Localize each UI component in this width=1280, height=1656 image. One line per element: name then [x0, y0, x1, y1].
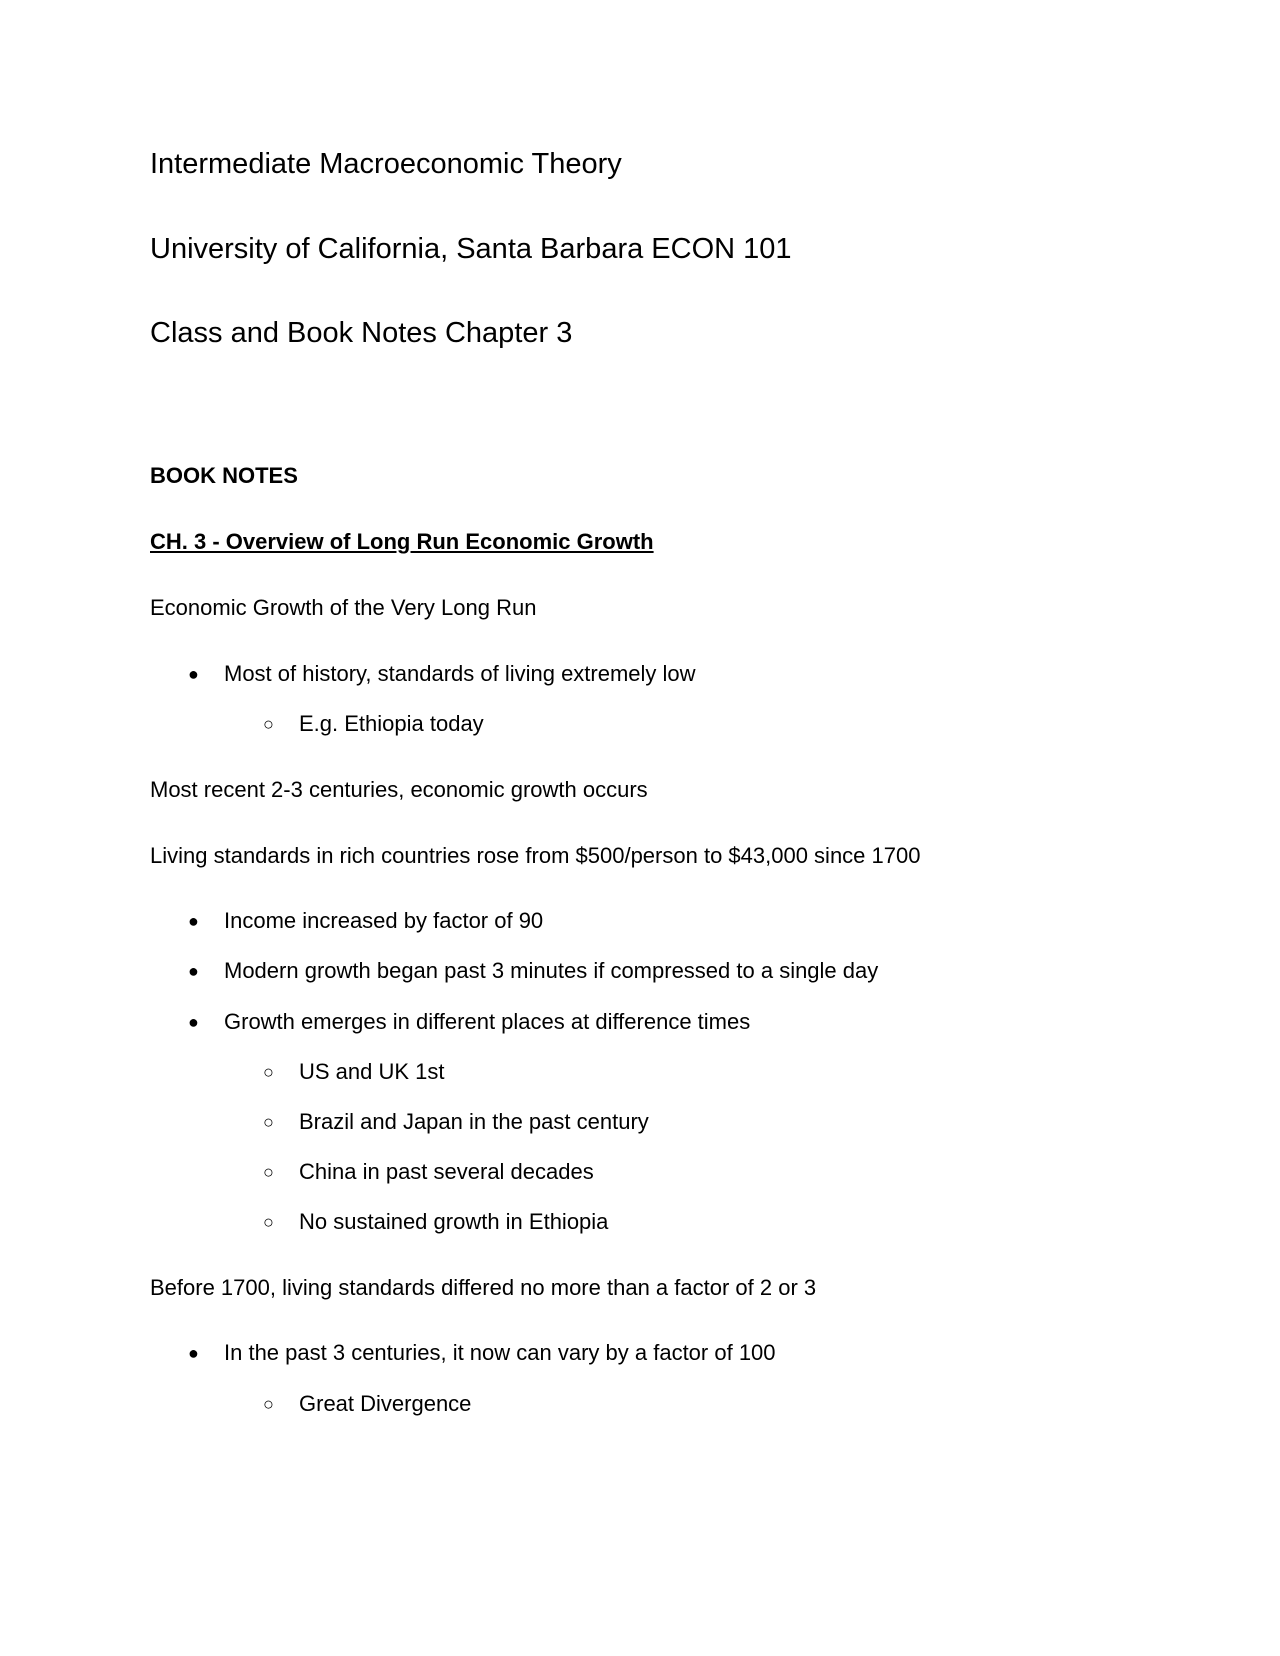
bullet-icon: ● [188, 1012, 199, 1032]
list-item-text: Income increased by factor of 90 [224, 908, 544, 933]
list-item [0, 910, 1280, 936]
sub-list-item [0, 1111, 1280, 1137]
list-item [0, 1342, 1280, 1368]
bullet-icon: ● [188, 1343, 199, 1363]
list-item-text: Modern growth began past 3 minutes if compressed to a single day [224, 958, 879, 983]
sub-list-item-text: No sustained growth in Ethiopia [299, 1209, 609, 1234]
paragraph: Economic Growth of the Very Long Run [150, 595, 537, 620]
bullet-icon: ● [188, 664, 199, 684]
sub-list-item [0, 1393, 1280, 1419]
bullet-icon: ● [188, 911, 199, 931]
list-item [0, 960, 1280, 986]
sub-list-item [0, 713, 1280, 739]
notes-title: Class and Book Notes Chapter 3 [150, 317, 573, 349]
sub-list-item-text: Great Divergence [299, 1391, 472, 1416]
list-item [0, 1011, 1280, 1037]
paragraph: Before 1700, living standards differed no more than a factor of 2 or 3 [150, 1275, 817, 1300]
sub-list-item [0, 1161, 1280, 1187]
list-item-text: In the past 3 centuries, it now can vary by a factor of 100 [224, 1340, 776, 1365]
sub-list-item-text: US and UK 1st [299, 1059, 445, 1084]
hollow-bullet-icon: ○ [263, 1062, 274, 1082]
hollow-bullet-icon: ○ [263, 1112, 274, 1132]
sub-list-item [0, 1061, 1280, 1087]
sub-list-item-text: Brazil and Japan in the past century [299, 1109, 649, 1134]
section-heading: BOOK NOTES [150, 463, 298, 488]
bullet-icon: ● [188, 961, 199, 981]
course-title: University of California, Santa Barbara ECON 101 [150, 233, 792, 265]
list-item-text: Most of history, standards of living extremely low [224, 661, 696, 686]
sub-list-item [0, 1211, 1280, 1237]
hollow-bullet-icon: ○ [263, 1394, 274, 1414]
paragraph: Living standards in rich countries rose from $500/person to $43,000 since 1700 [150, 843, 921, 868]
list-item-text: Growth emerges in different places at difference times [224, 1009, 751, 1034]
hollow-bullet-icon: ○ [263, 1162, 274, 1182]
hollow-bullet-icon: ○ [263, 714, 274, 734]
sub-list-item-text: China in past several decades [299, 1159, 594, 1184]
document-title: Intermediate Macroeconomic Theory [150, 148, 622, 180]
paragraph: Most recent 2-3 centuries, economic growth occurs [150, 777, 648, 802]
sub-list-item-text: E.g. Ethiopia today [299, 711, 484, 736]
chapter-heading: CH. 3 - Overview of Long Run Economic Growth [150, 529, 654, 554]
hollow-bullet-icon: ○ [263, 1212, 274, 1232]
list-item [0, 663, 1280, 689]
